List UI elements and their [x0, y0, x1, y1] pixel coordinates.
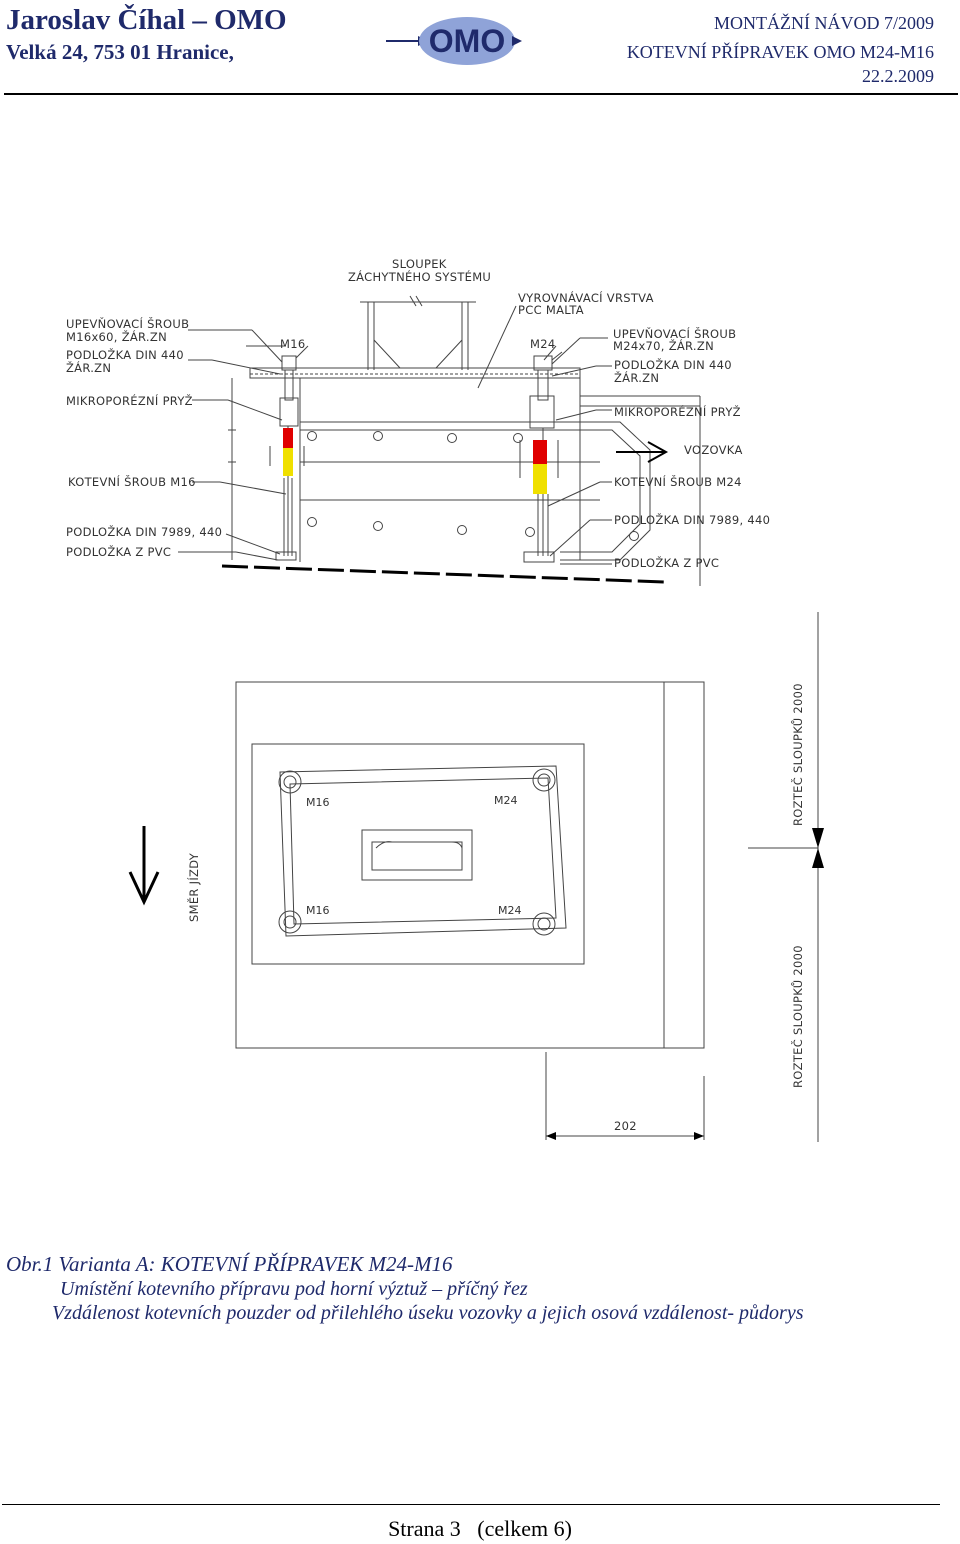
technical-drawing — [0, 240, 960, 1160]
figure-caption-title: Obr.1 Varianta A: KOTEVNÍ PŘÍPRAVEK M24-M16 — [6, 1252, 453, 1276]
label-washer7989-left: PODLOŽKA DIN 7989, 440 — [66, 525, 223, 539]
label-levelling: VYROVNÁVACÍ VRSTVA — [518, 291, 654, 305]
label-levelling-sub: PCC MALTA — [518, 303, 584, 317]
label-screw-left-2: M16x60, ŽÁR.ZN — [66, 330, 167, 344]
company-name: Jaroslav Číhal – OMO — [6, 4, 287, 36]
marker-red-right — [533, 440, 547, 464]
figure-caption-line3: Vzdálenost kotevních pouzder od přilehlého úseku vozovky a jejich osová vzdálenost- půdorys — [52, 1302, 804, 1324]
header-rule — [4, 93, 958, 95]
label-plan-m24-bottom: M24 — [498, 904, 522, 917]
label-rubber-right: MIKROPORÉZNÍ PRYŽ — [614, 405, 741, 419]
label-pvc-left: PODLOŽKA Z PVC — [66, 545, 172, 559]
label-screw-right-1: UPEVŇOVACÍ ŠROUB — [613, 327, 737, 341]
label-direction: SMĚR JÍZDY — [187, 852, 201, 922]
label-plan-m24-top: M24 — [494, 794, 518, 807]
marker-yellow-left — [283, 448, 293, 476]
label-anchor-left: KOTEVNÍ ŠROUB M16 — [68, 475, 196, 489]
label-plan-m16-top: M16 — [306, 796, 330, 809]
label-dimension-202: 202 — [614, 1119, 637, 1133]
doc-title: MONTÁŽNÍ NÁVOD 7/2009 — [714, 13, 934, 33]
page-number: Strana 3 (celkem 6) — [388, 1516, 572, 1541]
label-road: VOZOVKA — [684, 443, 743, 457]
label-plan-m16-bottom: M16 — [306, 904, 330, 917]
product-name: KOTEVNÍ PŘÍPRAVEK OMO M24-M16 — [626, 42, 934, 62]
label-rubber-left: MIKROPORÉZNÍ PRYŽ — [66, 394, 193, 408]
figure-caption-line2: Umístění kotevního přípravu pod horní výztuž – příčný řez — [60, 1278, 528, 1300]
company-address: Velká 24, 753 01 Hranice, — [6, 40, 234, 64]
label-washer7989-right: PODLOŽKA DIN 7989, 440 — [614, 513, 771, 527]
logo-text: OMO — [428, 23, 506, 59]
label-bolt-m16: M16 — [280, 337, 306, 351]
label-screw-left-1: UPEVŇOVACÍ ŠROUB — [66, 317, 190, 331]
label-washer-left-2: ŽÁR.ZN — [66, 361, 112, 375]
label-pvc-right: PODLOŽKA Z PVC — [614, 556, 720, 570]
label-washer-right-1: PODLOŽKA DIN 440 — [614, 358, 732, 372]
label-column-sub: ZÁCHYTNÉHO SYSTÉMU — [348, 270, 492, 284]
marker-red-left — [283, 428, 293, 448]
omo-logo — [384, 14, 524, 68]
label-washer-right-2: ŽÁR.ZN — [614, 371, 660, 385]
label-spacing-bottom: ROZTEČ SLOUPKŮ 2000 — [791, 945, 805, 1088]
marker-yellow-right — [533, 464, 547, 494]
label-washer-left-1: PODLOŽKA DIN 440 — [66, 348, 184, 362]
doc-date: 22.2.2009 — [862, 66, 934, 86]
label-column: SLOUPEK — [392, 257, 447, 271]
footer-rule — [2, 1504, 940, 1505]
label-spacing-top: ROZTEČ SLOUPKŮ 2000 — [791, 683, 805, 826]
label-screw-right-2: M24x70, ŽÁR.ZN — [613, 339, 714, 353]
label-anchor-right: KOTEVNÍ ŠROUB M24 — [614, 475, 742, 489]
label-bolt-m24: M24 — [530, 337, 556, 351]
